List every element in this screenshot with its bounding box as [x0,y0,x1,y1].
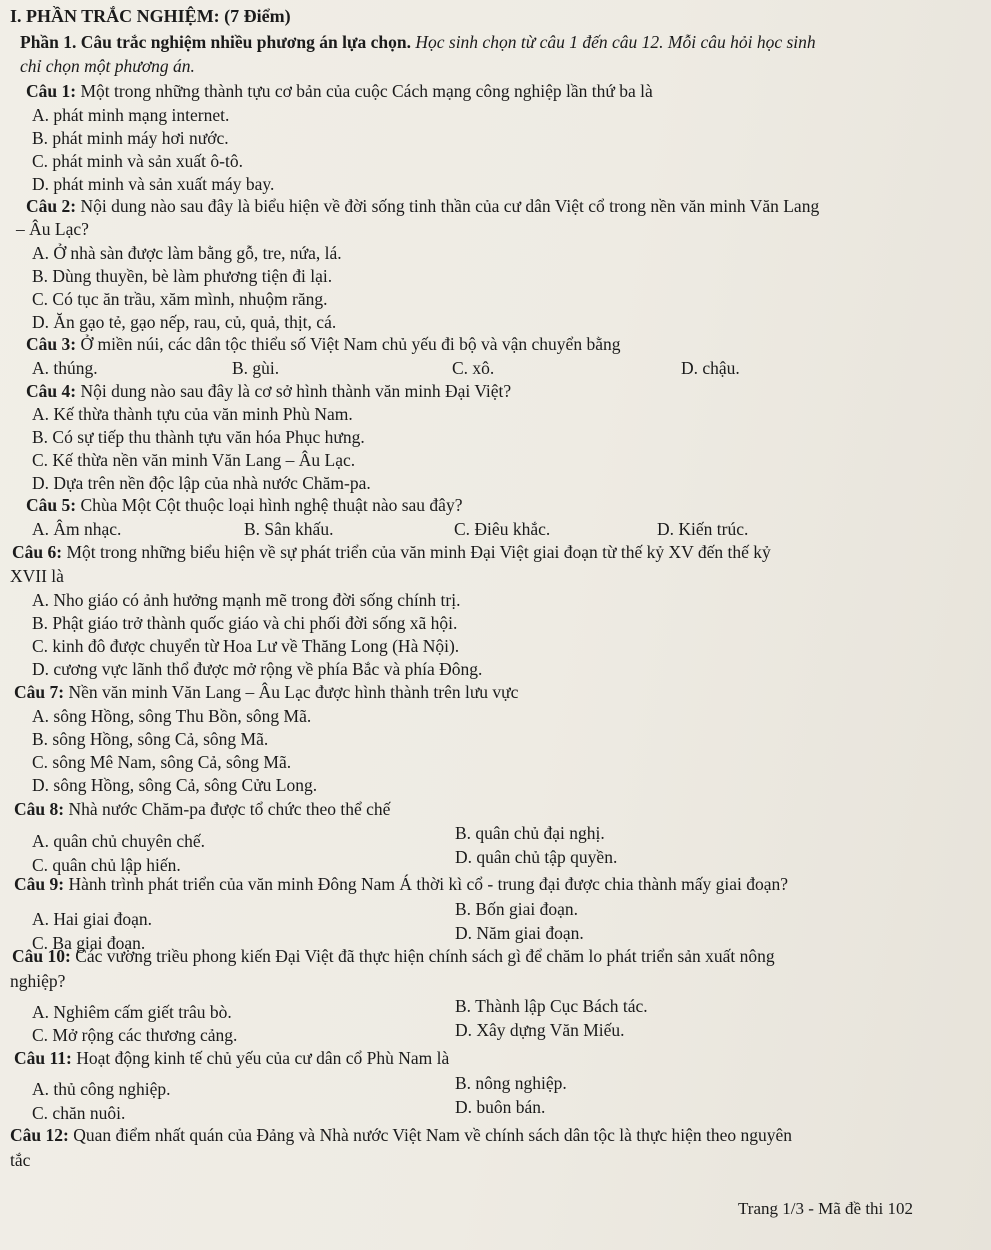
q1-option-c[interactable]: C. phát minh và sản xuất ô-tô. [32,151,243,171]
question-label: Câu 8: [14,799,65,819]
question-6 [12,541,771,563]
question-text: Quan điểm nhất quán của Đảng và Nhà nước Việt Nam về chính sách dân tộc là thực hiện theo nguyên [68,1125,793,1145]
q1-option-b[interactable]: B. phát minh máy hơi nước. [32,128,229,148]
q7-option-d[interactable]: D. sông Hồng, sông Cả, sông Cửu Long. [32,775,318,795]
q11-option-b[interactable]: B. nông nghiệp. [455,1073,567,1093]
question-label: Câu 3: [26,334,77,354]
question-6-cont: XVII là [10,566,64,586]
question-9 [14,873,788,895]
question-text: Một trong những biểu hiện về sự phát triển của văn minh Đại Việt giai đoạn từ thế kỷ XV đến thế kỷ [62,542,771,562]
question-5 [26,494,462,516]
q8-option-c[interactable]: C. quân chủ lập hiến. [32,855,181,875]
q7-option-c[interactable]: C. sông Mê Nam, sông Cả, sông Mã. [32,752,292,772]
q2-option-b[interactable]: B. Dùng thuyền, bè làm phương tiện đi lại. [32,266,333,286]
q2-option-c[interactable]: C. Có tục ăn trầu, xăm mình, nhuộm răng. [32,289,328,309]
question-text: Các vương triều phong kiến Đại Việt đã thực hiện chính sách gì để chăm lo phát triển sản xuất nông [70,946,775,966]
q11-option-c[interactable]: C. chăn nuôi. [32,1103,126,1123]
question-label: Câu 1: [26,81,77,101]
question-2 [26,195,819,217]
question-text: Ở miền núi, các dân tộc thiểu số Việt Nam chủ yếu đi bộ và vận chuyển bằng [76,334,621,354]
q5-option-b[interactable]: B. Sân khấu. [244,519,334,539]
q5-option-a[interactable]: A. Âm nhạc. [32,519,122,539]
question-7 [14,681,518,703]
question-text: Nội dung nào sau đây là cơ sở hình thành văn minh Đại Việt? [76,381,512,401]
question-1 [26,80,653,102]
q10-option-d[interactable]: D. Xây dựng Văn Miếu. [455,1020,625,1040]
question-text: Một trong những thành tựu cơ bản của cuộc Cách mạng công nghiệp lần thứ ba là [76,81,653,101]
q8-option-b[interactable]: B. quân chủ đại nghị. [455,823,605,843]
q10-option-c[interactable]: C. Mở rộng các thương cảng. [32,1025,238,1045]
q5-option-d[interactable]: D. Kiến trúc. [657,519,749,539]
question-text: Nhà nước Chăm-pa được tổ chức theo thể chế [64,799,391,819]
question-text: Chùa Một Cột thuộc loại hình nghệ thuật nào sau đây? [76,495,463,515]
q8-option-a[interactable]: A. quân chủ chuyên chế. [32,831,205,851]
q11-option-d[interactable]: D. buôn bán. [455,1097,546,1117]
q4-option-c[interactable]: C. Kế thừa nền văn minh Văn Lang – Âu Lạc. [32,450,356,470]
question-text: Hoạt động kinh tế chủ yếu của cư dân cổ Phù Nam là [71,1048,450,1068]
page-footer: Trang 1/3 - Mã đề thi 102 [738,1199,914,1218]
question-label: Câu 5: [26,495,77,515]
q9-option-a[interactable]: A. Hai giai đoạn. [32,909,153,929]
q7-option-a[interactable]: A. sông Hồng, sông Thu Bồn, sông Mã. [32,706,312,726]
q1-option-a[interactable]: A. phát minh mạng internet. [32,105,230,125]
question-label: Câu 2: [26,196,77,216]
q3-option-c[interactable]: C. xô. [452,358,495,378]
q4-option-a[interactable]: A. Kế thừa thành tựu của văn minh Phù Nam. [32,404,353,424]
question-label: Câu 11: [14,1048,72,1068]
q7-option-b[interactable]: B. sông Hồng, sông Cả, sông Mã. [32,729,269,749]
q3-option-a[interactable]: A. thúng. [32,358,98,378]
question-12-cont: tắc [10,1150,31,1170]
q9-option-c[interactable]: C. Ba giai đoạn. [32,933,146,953]
q6-option-d[interactable]: D. cương vực lãnh thổ được mở rộng về phía Bắc và phía Đông. [32,659,483,679]
question-label: Câu 4: [26,381,77,401]
q10-option-a[interactable]: A. Nghiêm cấm giết trâu bò. [32,1002,232,1022]
question-text: Nội dung nào sau đây là biểu hiện về đời sống tinh thần của cư dân Việt cổ trong nền văn minh Văn Lang [76,196,820,216]
q5-option-c[interactable]: C. Điêu khắc. [454,519,551,539]
question-2-cont: – Âu Lạc? [16,219,89,239]
q4-option-b[interactable]: B. Có sự tiếp thu thành tựu văn hóa Phục hưng. [32,427,365,447]
q9-option-d[interactable]: D. Năm giai đoạn. [455,923,584,943]
q2-option-a[interactable]: A. Ở nhà sàn được làm bằng gỗ, tre, nứa, lá. [32,243,342,263]
question-label: Câu 12: [10,1125,69,1145]
question-11 [14,1047,449,1069]
part-1-note-cont: chỉ chọn một phương án. [20,56,195,76]
part-1-heading: Phần 1. Câu trắc nghiệm nhiều phương án lựa chọn. [20,32,411,52]
section-title: I. PHẦN TRẮC NGHIỆM: (7 Điểm) [10,6,291,26]
part-1-note: Học sinh chọn từ câu 1 đến câu 12. Mỗi câu hỏi học sinh [410,32,816,52]
question-4 [26,380,511,402]
q6-option-c[interactable]: C. kinh đô được chuyển từ Hoa Lư về Thăng Long (Hà Nội). [32,636,460,656]
question-label: Câu 9: [14,874,65,894]
q4-option-d[interactable]: D. Dựa trên nền độc lập của nhà nước Chăm-pa. [32,473,371,493]
question-label: Câu 10: [12,946,71,966]
question-text: Nền văn minh Văn Lang – Âu Lạc được hình thành trên lưu vực [64,682,519,702]
q3-option-d[interactable]: D. chậu. [681,358,740,378]
question-8 [14,798,390,820]
q8-option-d[interactable]: D. quân chủ tập quyền. [455,847,618,867]
q2-option-d[interactable]: D. Ăn gạo tẻ, gạo nếp, rau, củ, quả, thịt, cá. [32,312,337,332]
part-1-instruction [20,31,816,53]
q9-option-b[interactable]: B. Bốn giai đoạn. [455,899,578,919]
question-label: Câu 7: [14,682,65,702]
q1-option-d[interactable]: D. phát minh và sản xuất máy bay. [32,174,275,194]
q6-option-a[interactable]: A. Nho giáo có ảnh hưởng mạnh mẽ trong đời sống chính trị. [32,590,461,610]
question-10-cont: nghiệp? [10,971,66,991]
question-12 [10,1124,792,1146]
q3-option-b[interactable]: B. gùi. [232,358,280,378]
question-text: Hành trình phát triển của văn minh Đông Nam Á thời kì cổ - trung đại được chia thành mấy giai đoạn? [64,874,788,894]
q6-option-b[interactable]: B. Phật giáo trở thành quốc giáo và chi phối đời sống xã hội. [32,613,458,633]
q10-option-b[interactable]: B. Thành lập Cục Bách tác. [455,996,648,1016]
q11-option-a[interactable]: A. thủ công nghiệp. [32,1079,171,1099]
question-label: Câu 6: [12,542,63,562]
question-3 [26,333,620,355]
question-10 [12,945,775,967]
